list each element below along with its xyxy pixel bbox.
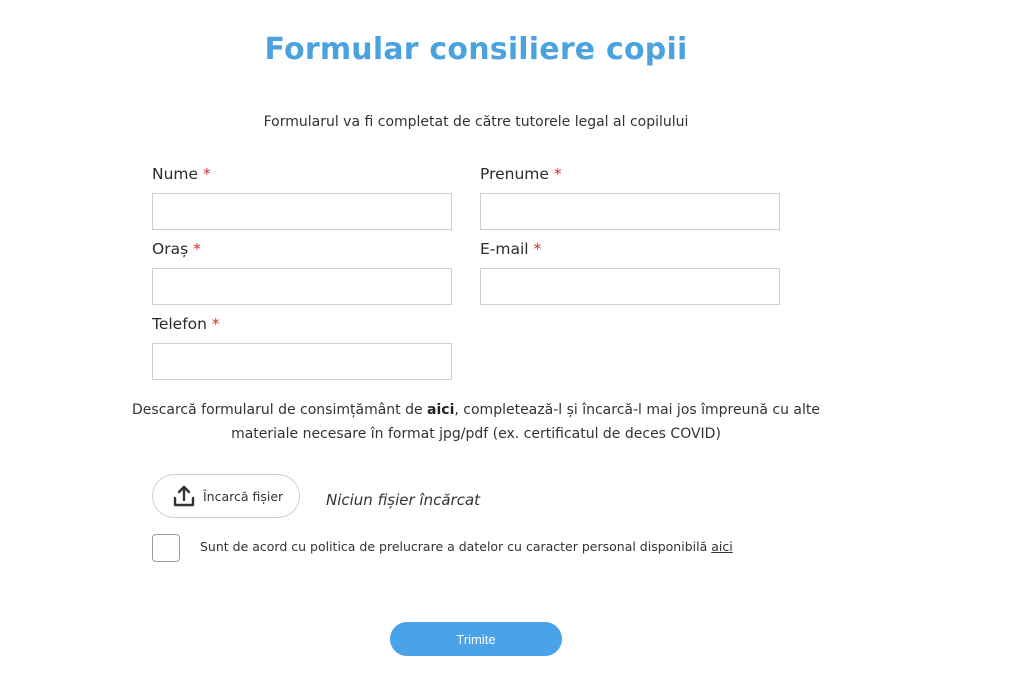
upload-status: Niciun fișier încărcat xyxy=(326,491,481,509)
form-subtitle: Formularul va fi completat de către tutorele legal al copilului xyxy=(263,114,689,130)
consent-checkbox[interactable] xyxy=(152,534,180,562)
oras-input[interactable] xyxy=(152,268,452,305)
prenume-input[interactable] xyxy=(480,193,780,230)
telefon-label-text: Telefon xyxy=(152,315,207,333)
nume-label xyxy=(152,165,211,183)
page-title: Formular consiliere copii xyxy=(264,32,688,67)
oras-label xyxy=(152,240,201,258)
submit-button[interactable]: Trimite xyxy=(390,622,562,656)
upload-button-label: Încarcă fișier xyxy=(203,488,284,504)
required-mark: * xyxy=(211,315,220,333)
telefon-input[interactable] xyxy=(152,343,452,380)
consent-text: Sunt de acord cu politica de prelucrare a datelor cu caracter personal disponibilă xyxy=(200,539,712,554)
oras-label-text: Oraș xyxy=(152,240,189,258)
privacy-policy-link[interactable]: aici xyxy=(711,539,733,554)
prenume-label-text: Prenume xyxy=(480,165,549,183)
telefon-label xyxy=(152,315,220,333)
nume-label-text: Nume xyxy=(152,165,199,183)
email-label xyxy=(480,240,541,258)
email-label-text: E-mail xyxy=(480,240,529,258)
consent-form-instructions xyxy=(130,398,822,446)
consent-label xyxy=(200,539,733,554)
upload-file-button[interactable] xyxy=(152,474,300,518)
instructions-text-start: Descarcă formularul de consimțământ de xyxy=(132,402,428,418)
email-input[interactable] xyxy=(480,268,780,305)
consent-form-download-link[interactable]: aici xyxy=(427,402,455,418)
upload-icon xyxy=(173,484,195,508)
instructions-text-end: , completează-l și încarcă-l mai jos împreună cu alte materiale necesare în format jpg/pdf (ex. certificatul de deces COVID) xyxy=(231,402,820,442)
required-mark: * xyxy=(203,165,211,183)
prenume-label xyxy=(480,165,562,183)
required-mark: * xyxy=(533,240,542,258)
required-mark: * xyxy=(193,240,201,258)
required-mark: * xyxy=(553,165,562,183)
nume-input[interactable] xyxy=(152,193,452,230)
